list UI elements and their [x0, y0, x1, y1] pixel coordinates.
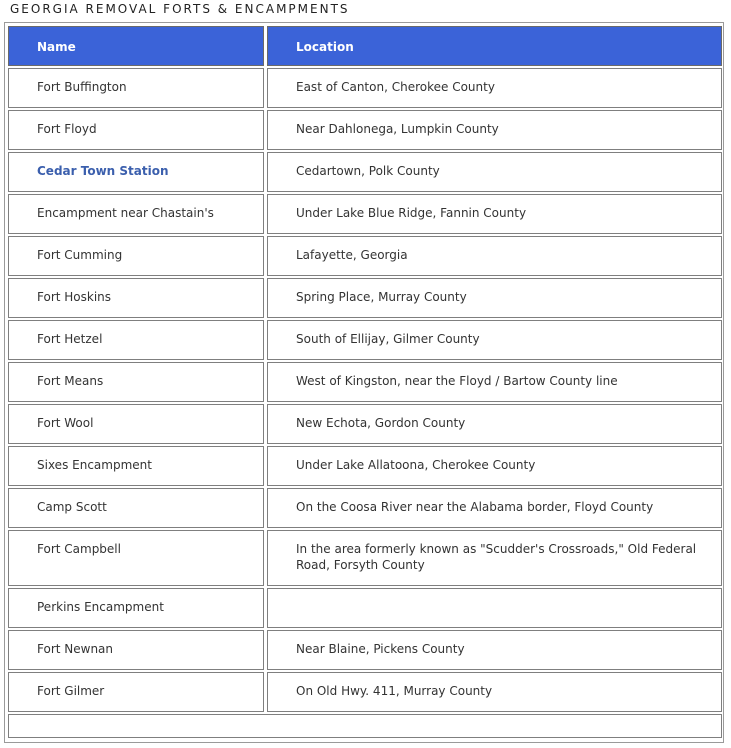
fort-location-cell: Under Lake Allatoona, Cherokee County	[267, 446, 722, 486]
table-row	[8, 110, 722, 150]
table-row	[8, 488, 722, 528]
table-row	[8, 530, 722, 586]
fort-name-cell: Fort Newnan	[8, 630, 264, 670]
fort-name-cell: Perkins Encampment	[8, 588, 264, 628]
table-row	[8, 404, 722, 444]
fort-location-cell: Under Lake Blue Ridge, Fannin County	[267, 194, 722, 234]
fort-location-cell: Lafayette, Georgia	[267, 236, 722, 276]
fort-location-cell: Cedartown, Polk County	[267, 152, 722, 192]
table-row	[8, 630, 722, 670]
table-row	[8, 320, 722, 360]
empty-footer-cell	[8, 714, 722, 738]
fort-name-cell: Fort Floyd	[8, 110, 264, 150]
fort-name-cell: Fort Gilmer	[8, 672, 264, 712]
fort-name-cell: Fort Wool	[8, 404, 264, 444]
fort-name-cell: Camp Scott	[8, 488, 264, 528]
table-header-row	[8, 26, 722, 66]
fort-location-cell: Near Blaine, Pickens County	[267, 630, 722, 670]
table-row	[8, 446, 722, 486]
table-row	[8, 194, 722, 234]
fort-name-cell: Sixes Encampment	[8, 446, 264, 486]
fort-name-cell: Fort Hoskins	[8, 278, 264, 318]
column-header-location: Location	[267, 26, 722, 66]
table-row	[8, 152, 722, 192]
table-row	[8, 278, 722, 318]
fort-name-cell: Fort Buffington	[8, 68, 264, 108]
page-title: GEORGIA REMOVAL FORTS & ENCAMPMENTS	[10, 2, 350, 16]
table-row	[8, 236, 722, 276]
forts-table	[4, 22, 724, 743]
fort-location-cell	[267, 588, 722, 628]
fort-name-cell	[8, 152, 264, 192]
fort-name-cell: Fort Campbell	[8, 530, 264, 586]
fort-location-cell: East of Canton, Cherokee County	[267, 68, 722, 108]
fort-name-link[interactable]: Cedar Town Station	[37, 164, 169, 178]
fort-location-cell: New Echota, Gordon County	[267, 404, 722, 444]
table-footer-row	[8, 714, 722, 738]
fort-location-cell: On the Coosa River near the Alabama border, Floyd County	[267, 488, 722, 528]
fort-location-cell: Near Dahlonega, Lumpkin County	[267, 110, 722, 150]
fort-name-cell: Fort Means	[8, 362, 264, 402]
fort-location-cell: On Old Hwy. 411, Murray County	[267, 672, 722, 712]
fort-name-cell: Fort Cumming	[8, 236, 264, 276]
table-row	[8, 362, 722, 402]
table-row	[8, 588, 722, 628]
table-row	[8, 672, 722, 712]
fort-location-cell: In the area formerly known as "Scudder's Crossroads," Old Federal Road, Forsyth County	[267, 530, 722, 586]
fort-location-cell: Spring Place, Murray County	[267, 278, 722, 318]
fort-location-cell: South of Ellijay, Gilmer County	[267, 320, 722, 360]
column-header-name: Name	[8, 26, 264, 66]
fort-name-cell: Fort Hetzel	[8, 320, 264, 360]
table-row	[8, 68, 722, 108]
fort-name-cell: Encampment near Chastain's	[8, 194, 264, 234]
fort-location-cell: West of Kingston, near the Floyd / Bartow County line	[267, 362, 722, 402]
